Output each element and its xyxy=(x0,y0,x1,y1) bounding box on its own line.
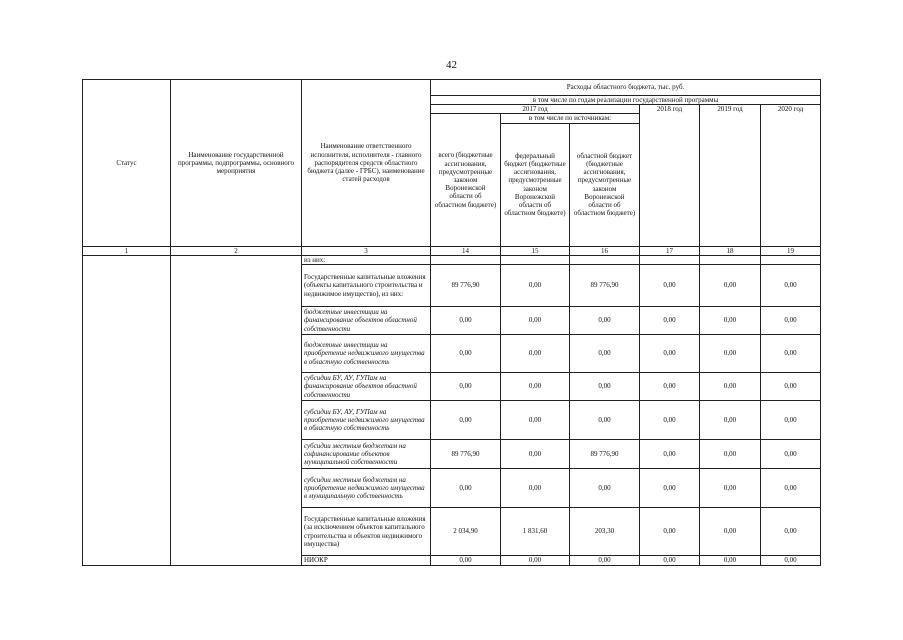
value-cell xyxy=(570,255,640,264)
value-cell: 89 776,90 xyxy=(431,440,501,469)
value-cell: 0,00 xyxy=(640,307,700,335)
value-cell: 0,00 xyxy=(570,556,640,566)
page-number: 42 xyxy=(446,59,457,71)
header-regional: областной бюджет (бюджетные ассигнования, предусмотренные законом Воронежской области об областном бюджете) xyxy=(570,123,640,246)
value-cell xyxy=(501,255,570,264)
value-cell: 0,00 xyxy=(640,440,700,469)
value-cell: 0,00 xyxy=(501,401,570,440)
header-federal: федеральный бюджет (бюджетные ассигнования, предусмотренные законом Воронежской области об областном бюджете) xyxy=(501,123,570,246)
value-cell: 0,00 xyxy=(431,401,501,440)
row-label: из них: xyxy=(302,255,431,264)
value-cell: 0,00 xyxy=(761,373,821,401)
value-cell: 0,00 xyxy=(640,556,700,566)
status-cell xyxy=(83,255,171,565)
value-cell: 1 831,60 xyxy=(501,508,570,556)
column-number: 15 xyxy=(501,246,570,255)
row-label: субсидии местным бюджетам на софинансирование объектов муниципальной собственности xyxy=(302,440,431,469)
value-cell: 89 776,90 xyxy=(570,265,640,307)
value-cell: 0,00 xyxy=(700,265,761,307)
value-cell: 203,30 xyxy=(570,508,640,556)
value-cell: 0,00 xyxy=(570,373,640,401)
value-cell: 0,00 xyxy=(431,373,501,401)
header-year-2018: 2018 год xyxy=(640,105,700,246)
value-cell: 0,00 xyxy=(501,556,570,566)
row-label: субсидии БУ, АУ, ГУПам на финансирование объектов областной собственности xyxy=(302,373,431,401)
header-year-2017: 2017 год xyxy=(431,105,640,114)
value-cell xyxy=(640,255,700,264)
value-cell: 0,00 xyxy=(570,307,640,335)
value-cell: 0,00 xyxy=(431,335,501,373)
column-number: 19 xyxy=(761,246,821,255)
value-cell xyxy=(761,255,821,264)
value-cell: 0,00 xyxy=(700,335,761,373)
row-label: бюджетные инвестиции на финансирование объектов областной собственности xyxy=(302,307,431,335)
header-total: всего (бюджетные ассигнования, предусмотренные законом Воронежской области об областном бюджете) xyxy=(431,114,501,246)
value-cell: 0,00 xyxy=(700,373,761,401)
value-cell: 0,00 xyxy=(431,307,501,335)
value-cell: 0,00 xyxy=(570,401,640,440)
value-cell: 0,00 xyxy=(640,401,700,440)
value-cell: 0,00 xyxy=(501,265,570,307)
value-cell: 0,00 xyxy=(640,373,700,401)
value-cell: 0,00 xyxy=(700,469,761,508)
row-label: НИОКР xyxy=(302,556,431,566)
value-cell: 89 776,90 xyxy=(431,265,501,307)
header-responsible: Наименование ответственного исполнителя, исполнителя - главного распорядителя средств областного бюджета (далее - ГРБС), наименование статей расходов xyxy=(302,80,431,247)
header-status: Статус xyxy=(83,80,171,247)
value-cell: 2 034,90 xyxy=(431,508,501,556)
value-cell: 0,00 xyxy=(501,335,570,373)
row-label: субсидии БУ, АУ, ГУПам на приобретение недвижимого имущества в областную собственность xyxy=(302,401,431,440)
value-cell: 0,00 xyxy=(761,440,821,469)
value-cell: 0,00 xyxy=(501,469,570,508)
budget-table xyxy=(82,79,821,566)
value-cell: 0,00 xyxy=(761,307,821,335)
value-cell: 0,00 xyxy=(700,556,761,566)
value-cell: 0,00 xyxy=(761,508,821,556)
value-cell: 0,00 xyxy=(700,401,761,440)
header-program-name: Наименование государственной программы, подпрограммы, основного мероприятия xyxy=(171,80,302,247)
value-cell: 0,00 xyxy=(761,401,821,440)
header-by-years: в том числе по годам реализации государственной программы xyxy=(431,96,821,105)
header-expenses: Расходы областного бюджета, тыс. руб. xyxy=(431,80,821,96)
value-cell: 0,00 xyxy=(761,265,821,307)
column-number: 18 xyxy=(700,246,761,255)
value-cell: 0,00 xyxy=(700,508,761,556)
value-cell: 0,00 xyxy=(431,469,501,508)
value-cell: 0,00 xyxy=(761,335,821,373)
column-number: 17 xyxy=(640,246,700,255)
value-cell: 0,00 xyxy=(501,307,570,335)
value-cell: 0,00 xyxy=(761,556,821,566)
value-cell: 0,00 xyxy=(640,508,700,556)
column-number: 2 xyxy=(171,246,302,255)
table-row xyxy=(83,255,821,264)
header-year-2019: 2019 год xyxy=(700,105,761,246)
value-cell: 0,00 xyxy=(700,307,761,335)
value-cell: 0,00 xyxy=(570,469,640,508)
column-number: 1 xyxy=(83,246,171,255)
value-cell: 0,00 xyxy=(570,335,640,373)
header-year-2020: 2020 год xyxy=(761,105,821,246)
row-label: субсидии местным бюджетам на приобретение недвижимого имущества в муниципальную собственность xyxy=(302,469,431,508)
column-number: 14 xyxy=(431,246,501,255)
column-number: 3 xyxy=(302,246,431,255)
row-label: Государственные капитальные вложения (за исключением объектов капитального строительства и объектов недвижимого имущества) xyxy=(302,508,431,556)
value-cell: 0,00 xyxy=(700,440,761,469)
value-cell: 0,00 xyxy=(501,440,570,469)
value-cell: 0,00 xyxy=(640,335,700,373)
value-cell: 0,00 xyxy=(640,265,700,307)
row-label: бюджетные инвестиции на приобретение недвижимого имущества в областную собственность xyxy=(302,335,431,373)
value-cell: 89 776,90 xyxy=(570,440,640,469)
value-cell xyxy=(700,255,761,264)
value-cell: 0,00 xyxy=(501,373,570,401)
program-cell xyxy=(171,255,302,565)
value-cell: 0,00 xyxy=(431,556,501,566)
column-numbers-row xyxy=(83,246,821,255)
row-label: Государственные капитальные вложения (объекты капитального строительства и недвижимое имущество), из них: xyxy=(302,265,431,307)
value-cell: 0,00 xyxy=(640,469,700,508)
column-number: 16 xyxy=(570,246,640,255)
header-by-sources: в том числе по источникам: xyxy=(501,114,640,123)
value-cell xyxy=(431,255,501,264)
value-cell: 0,00 xyxy=(761,469,821,508)
